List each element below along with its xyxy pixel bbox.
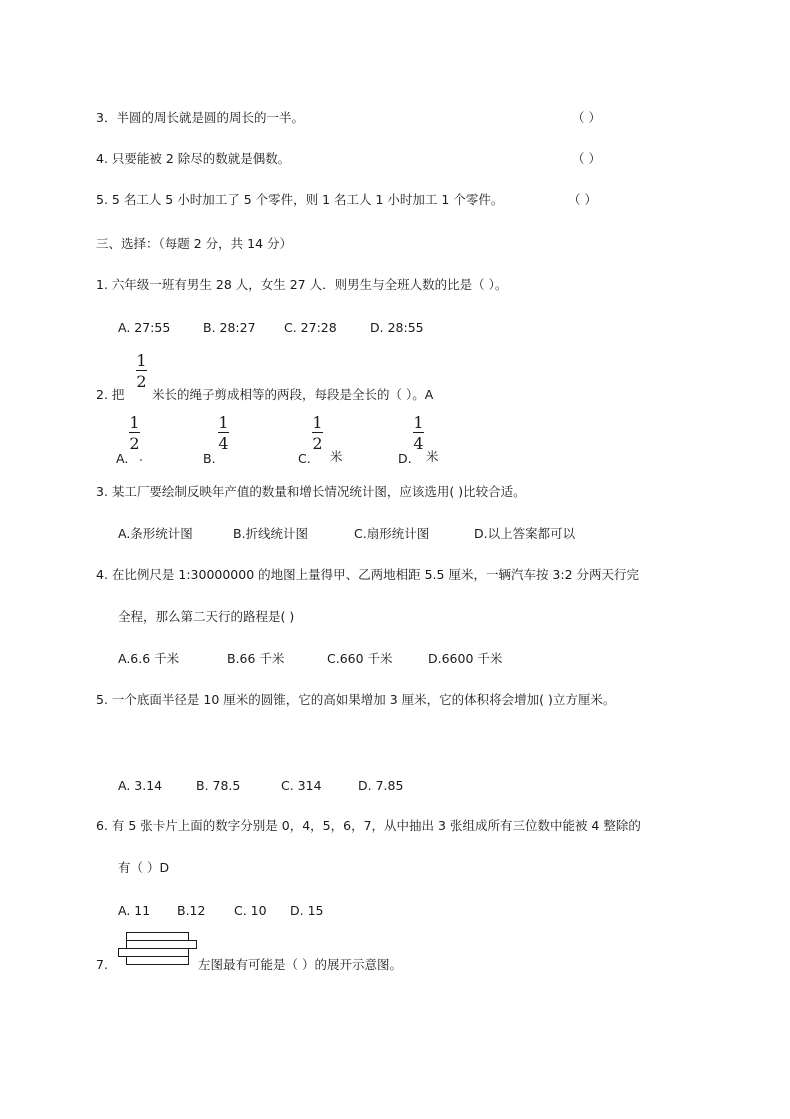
q3-stem: 3. 某工厂要绘制反映年产值的数量和增长情况统计图，应该选用( )比较合适。 bbox=[96, 484, 526, 499]
judge-q4-text: 4. 只要能被 2 除尽的数就是偶数。 bbox=[96, 151, 291, 166]
q7-stem: 左图最有可能是（ ）的展开示意图。 bbox=[198, 957, 402, 972]
q6-option-b[interactable]: B.12 bbox=[177, 903, 206, 918]
fraction-denominator: 2 bbox=[136, 372, 147, 391]
q2-option-d-letter[interactable]: D. bbox=[398, 451, 412, 466]
judge-q5-answer-paren[interactable]: （ ） bbox=[568, 192, 597, 207]
fraction-denominator: 2 bbox=[312, 434, 323, 453]
fraction-bar bbox=[129, 432, 140, 433]
fraction-denominator: 2 bbox=[129, 434, 140, 453]
q2-stem-fraction bbox=[136, 352, 147, 390]
q2-option-d-unit: 米 bbox=[426, 449, 439, 464]
q4-stem-line2: 全程，那么第二天行的路程是( ) bbox=[118, 609, 295, 624]
fraction-bar bbox=[136, 370, 147, 371]
q2-stem: 米长的绳子剪成相等的两段，每段是全长的（ ）。A bbox=[152, 387, 434, 402]
figure-rect-bottom bbox=[127, 957, 189, 965]
q6-stem-line1: 6. 有 5 张卡片上面的数字分别是 0，4，5，6，7，从中抽出 3 张组成所有三位数中能被 4 整除的 bbox=[96, 818, 641, 833]
q1-option-b[interactable]: B. 28:27 bbox=[203, 320, 256, 335]
q5-stem: 5. 一个底面半径是 10 厘米的圆锥，它的高如果增加 3 厘米，它的体积将会增加( )立方厘米。 bbox=[96, 692, 616, 707]
figure-rect-top bbox=[127, 933, 189, 941]
q1-option-a[interactable]: A. 27:55 bbox=[118, 320, 171, 335]
q3-option-a[interactable]: A.条形统计图 bbox=[118, 526, 193, 541]
figure-rect-lower-middle bbox=[119, 949, 189, 957]
q1-option-c[interactable]: C. 27:28 bbox=[284, 320, 337, 335]
fraction-numerator: 1 bbox=[312, 413, 323, 432]
q2-option-c-fraction[interactable] bbox=[312, 414, 323, 452]
q2-option-a-fraction[interactable] bbox=[129, 414, 140, 452]
fraction-bar bbox=[413, 432, 424, 433]
q5-option-b[interactable]: B. 78.5 bbox=[196, 778, 241, 793]
q4-option-b[interactable]: B.66 千米 bbox=[227, 651, 285, 666]
q2-option-c-unit: 米 bbox=[330, 449, 343, 464]
q7-number: 7. bbox=[96, 957, 108, 972]
fraction-numerator: 1 bbox=[413, 413, 424, 432]
q3-option-b[interactable]: B.折线统计图 bbox=[233, 526, 309, 541]
q2-option-a-letter[interactable]: A. bbox=[116, 451, 129, 466]
q2-option-d-fraction[interactable] bbox=[413, 414, 424, 452]
q4-option-c[interactable]: C.660 千米 bbox=[327, 651, 393, 666]
stray-mark bbox=[140, 459, 142, 461]
judge-q3-answer-paren[interactable]: （ ） bbox=[572, 110, 601, 125]
q5-option-d[interactable]: D. 7.85 bbox=[358, 778, 404, 793]
fraction-bar bbox=[218, 432, 229, 433]
q6-option-d[interactable]: D. 15 bbox=[290, 903, 324, 918]
q5-option-a[interactable]: A. 3.14 bbox=[118, 778, 163, 793]
fraction-bar bbox=[312, 432, 323, 433]
q5-option-c[interactable]: C. 314 bbox=[281, 778, 322, 793]
q2-option-c-letter[interactable]: C. bbox=[298, 451, 311, 466]
q3-option-c[interactable]: C.扇形统计图 bbox=[354, 526, 430, 541]
fraction-numerator: 1 bbox=[218, 413, 229, 432]
judge-q3-text: 3．半圆的周长就是圆的周长的一半。 bbox=[96, 110, 304, 125]
fraction-denominator: 4 bbox=[218, 434, 229, 453]
q1-stem: 1. 六年级一班有男生 28 人，女生 27 人．则男生与全班人数的比是（ ）。 bbox=[96, 277, 508, 292]
q2-option-b-letter[interactable]: B. bbox=[203, 451, 216, 466]
q4-option-d[interactable]: D.6600 千米 bbox=[428, 651, 503, 666]
fraction-denominator: 4 bbox=[413, 434, 424, 453]
q2-option-b-fraction[interactable] bbox=[218, 414, 229, 452]
fraction-numerator: 1 bbox=[129, 413, 140, 432]
q4-stem-line1: 4. 在比例尺是 1:30000000 的地图上量得甲、乙两地相距 5.5 厘米，一辆汽车按 3:2 分两天行完 bbox=[96, 567, 640, 582]
section-3-title: 三、选择：（每题 2 分，共 14 分） bbox=[96, 236, 293, 251]
q2-prefix: 2. 把 bbox=[96, 387, 125, 402]
q6-option-a[interactable]: A. 11 bbox=[118, 903, 151, 918]
judge-q4-answer-paren[interactable]: （ ） bbox=[572, 151, 601, 166]
q1-option-d[interactable]: D. 28:55 bbox=[370, 320, 424, 335]
q6-stem-line2: 有（ ）D bbox=[118, 860, 170, 875]
q3-option-d[interactable]: D.以上答案都可以 bbox=[474, 526, 576, 541]
q7-net-figure bbox=[116, 928, 198, 968]
fraction-numerator: 1 bbox=[136, 351, 147, 370]
judge-q5-text: 5. 5 名工人 5 小时加工了 5 个零件，则 1 名工人 1 小时加工 1 个零件。 bbox=[96, 192, 504, 207]
q4-option-a[interactable]: A.6.6 千米 bbox=[118, 651, 180, 666]
figure-rect-upper-middle bbox=[127, 941, 197, 949]
q6-option-c[interactable]: C. 10 bbox=[234, 903, 267, 918]
